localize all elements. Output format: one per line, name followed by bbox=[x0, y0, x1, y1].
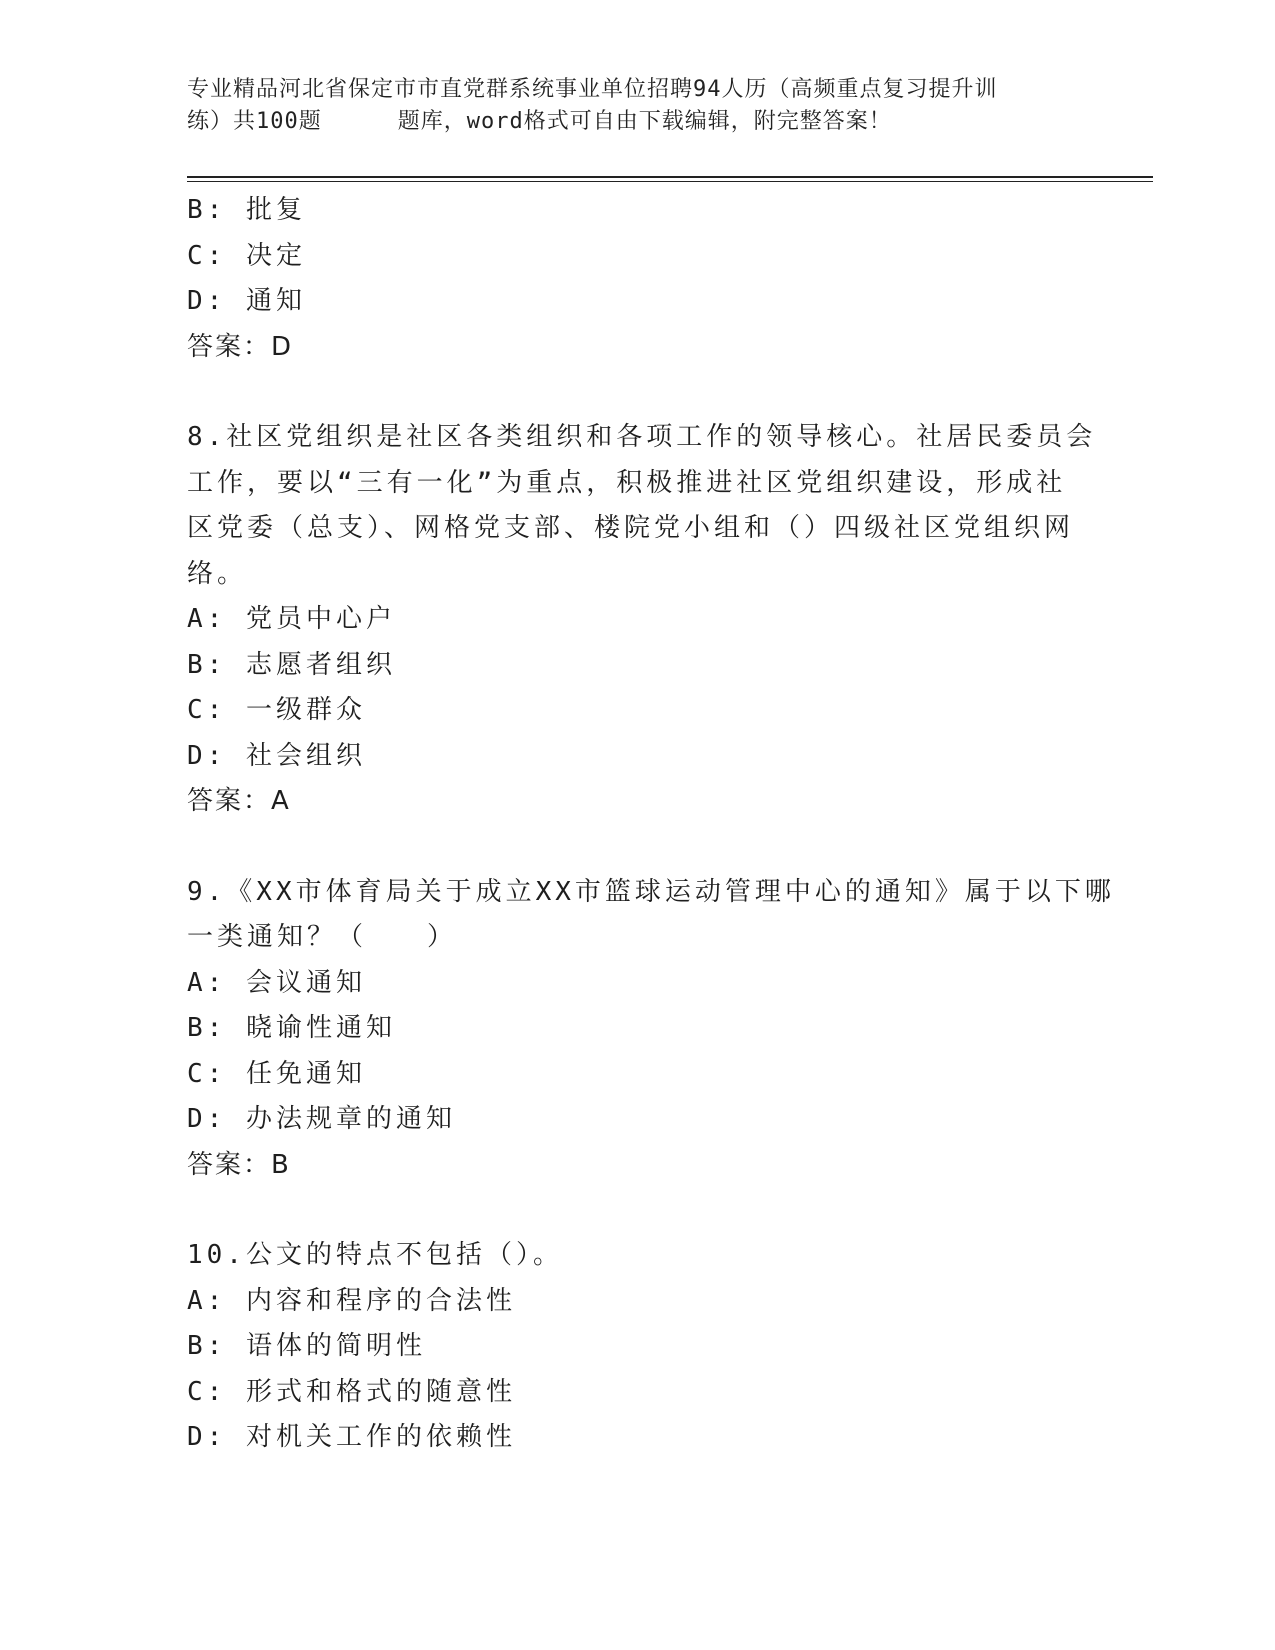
answer-line: 答案：A bbox=[187, 786, 291, 816]
option-d: D: 办法规章的通知 bbox=[187, 1104, 456, 1134]
question-text-line: 工作，要以“三有一化”为重点，积极推进社区党组织建设，形成社 bbox=[187, 467, 1067, 498]
question-9 bbox=[187, 870, 1115, 1189]
option-c: C: 决定 bbox=[187, 240, 306, 271]
answer-line: 答案：D bbox=[187, 331, 294, 362]
question-text-line: 9.《XX市体育局关于成立XX市篮球运动管理中心的通知》属于以下哪 bbox=[187, 876, 1115, 907]
header-divider-thin bbox=[187, 181, 1153, 182]
question-7-continued bbox=[187, 188, 1087, 370]
option-c: C: 一级群众 bbox=[187, 695, 366, 725]
option-d: D: 社会组织 bbox=[187, 740, 366, 771]
question-text-line: 区党委（总支）、网格党支部、楼院党小组和（）四级社区党组织网 bbox=[187, 513, 1075, 543]
option-b: B: 语体的简明性 bbox=[187, 1331, 426, 1361]
option-b: B: 志愿者组织 bbox=[187, 649, 396, 680]
question-text-line: 一类通知？（ ） bbox=[187, 922, 458, 952]
header-line-2 bbox=[187, 106, 1087, 138]
option-c: C: 形式和格式的随意性 bbox=[187, 1376, 516, 1407]
option-d: D: 对机关工作的依赖性 bbox=[187, 1422, 516, 1452]
option-a: A: 会议通知 bbox=[187, 967, 366, 998]
answer-line: 答案：B bbox=[187, 1149, 291, 1180]
question-10 bbox=[187, 1233, 1087, 1461]
option-c: C: 任免通知 bbox=[187, 1058, 366, 1089]
option-a: A: 党员中心户 bbox=[187, 604, 396, 634]
option-b: B: 晓谕性通知 bbox=[187, 1013, 396, 1043]
question-text-line: 络。 bbox=[187, 558, 248, 589]
question-text-line: 10.公文的特点不包括（）。 bbox=[187, 1240, 563, 1270]
option-a: A: 内容和程序的合法性 bbox=[187, 1285, 516, 1316]
header-line-1: 专业精品河北省保定市市直党群系统事业单位招聘94人历（高频重点复习提升训 bbox=[187, 77, 998, 102]
header-line-2-part-2: 题库，word格式可自由下载编辑，附完整答案！ bbox=[397, 109, 892, 134]
option-d: D: 通知 bbox=[187, 286, 306, 316]
option-b: B: 批复 bbox=[187, 195, 306, 225]
question-8 bbox=[187, 415, 1097, 825]
document-header bbox=[187, 74, 1087, 138]
header-line-2-part-1: 练）共100题 bbox=[187, 109, 322, 134]
question-text-line: 8.社区党组织是社区各类组织和各项工作的领导核心。社居民委员会 bbox=[187, 422, 1097, 452]
header-divider-thick bbox=[187, 176, 1153, 178]
document-body bbox=[187, 188, 1115, 1461]
